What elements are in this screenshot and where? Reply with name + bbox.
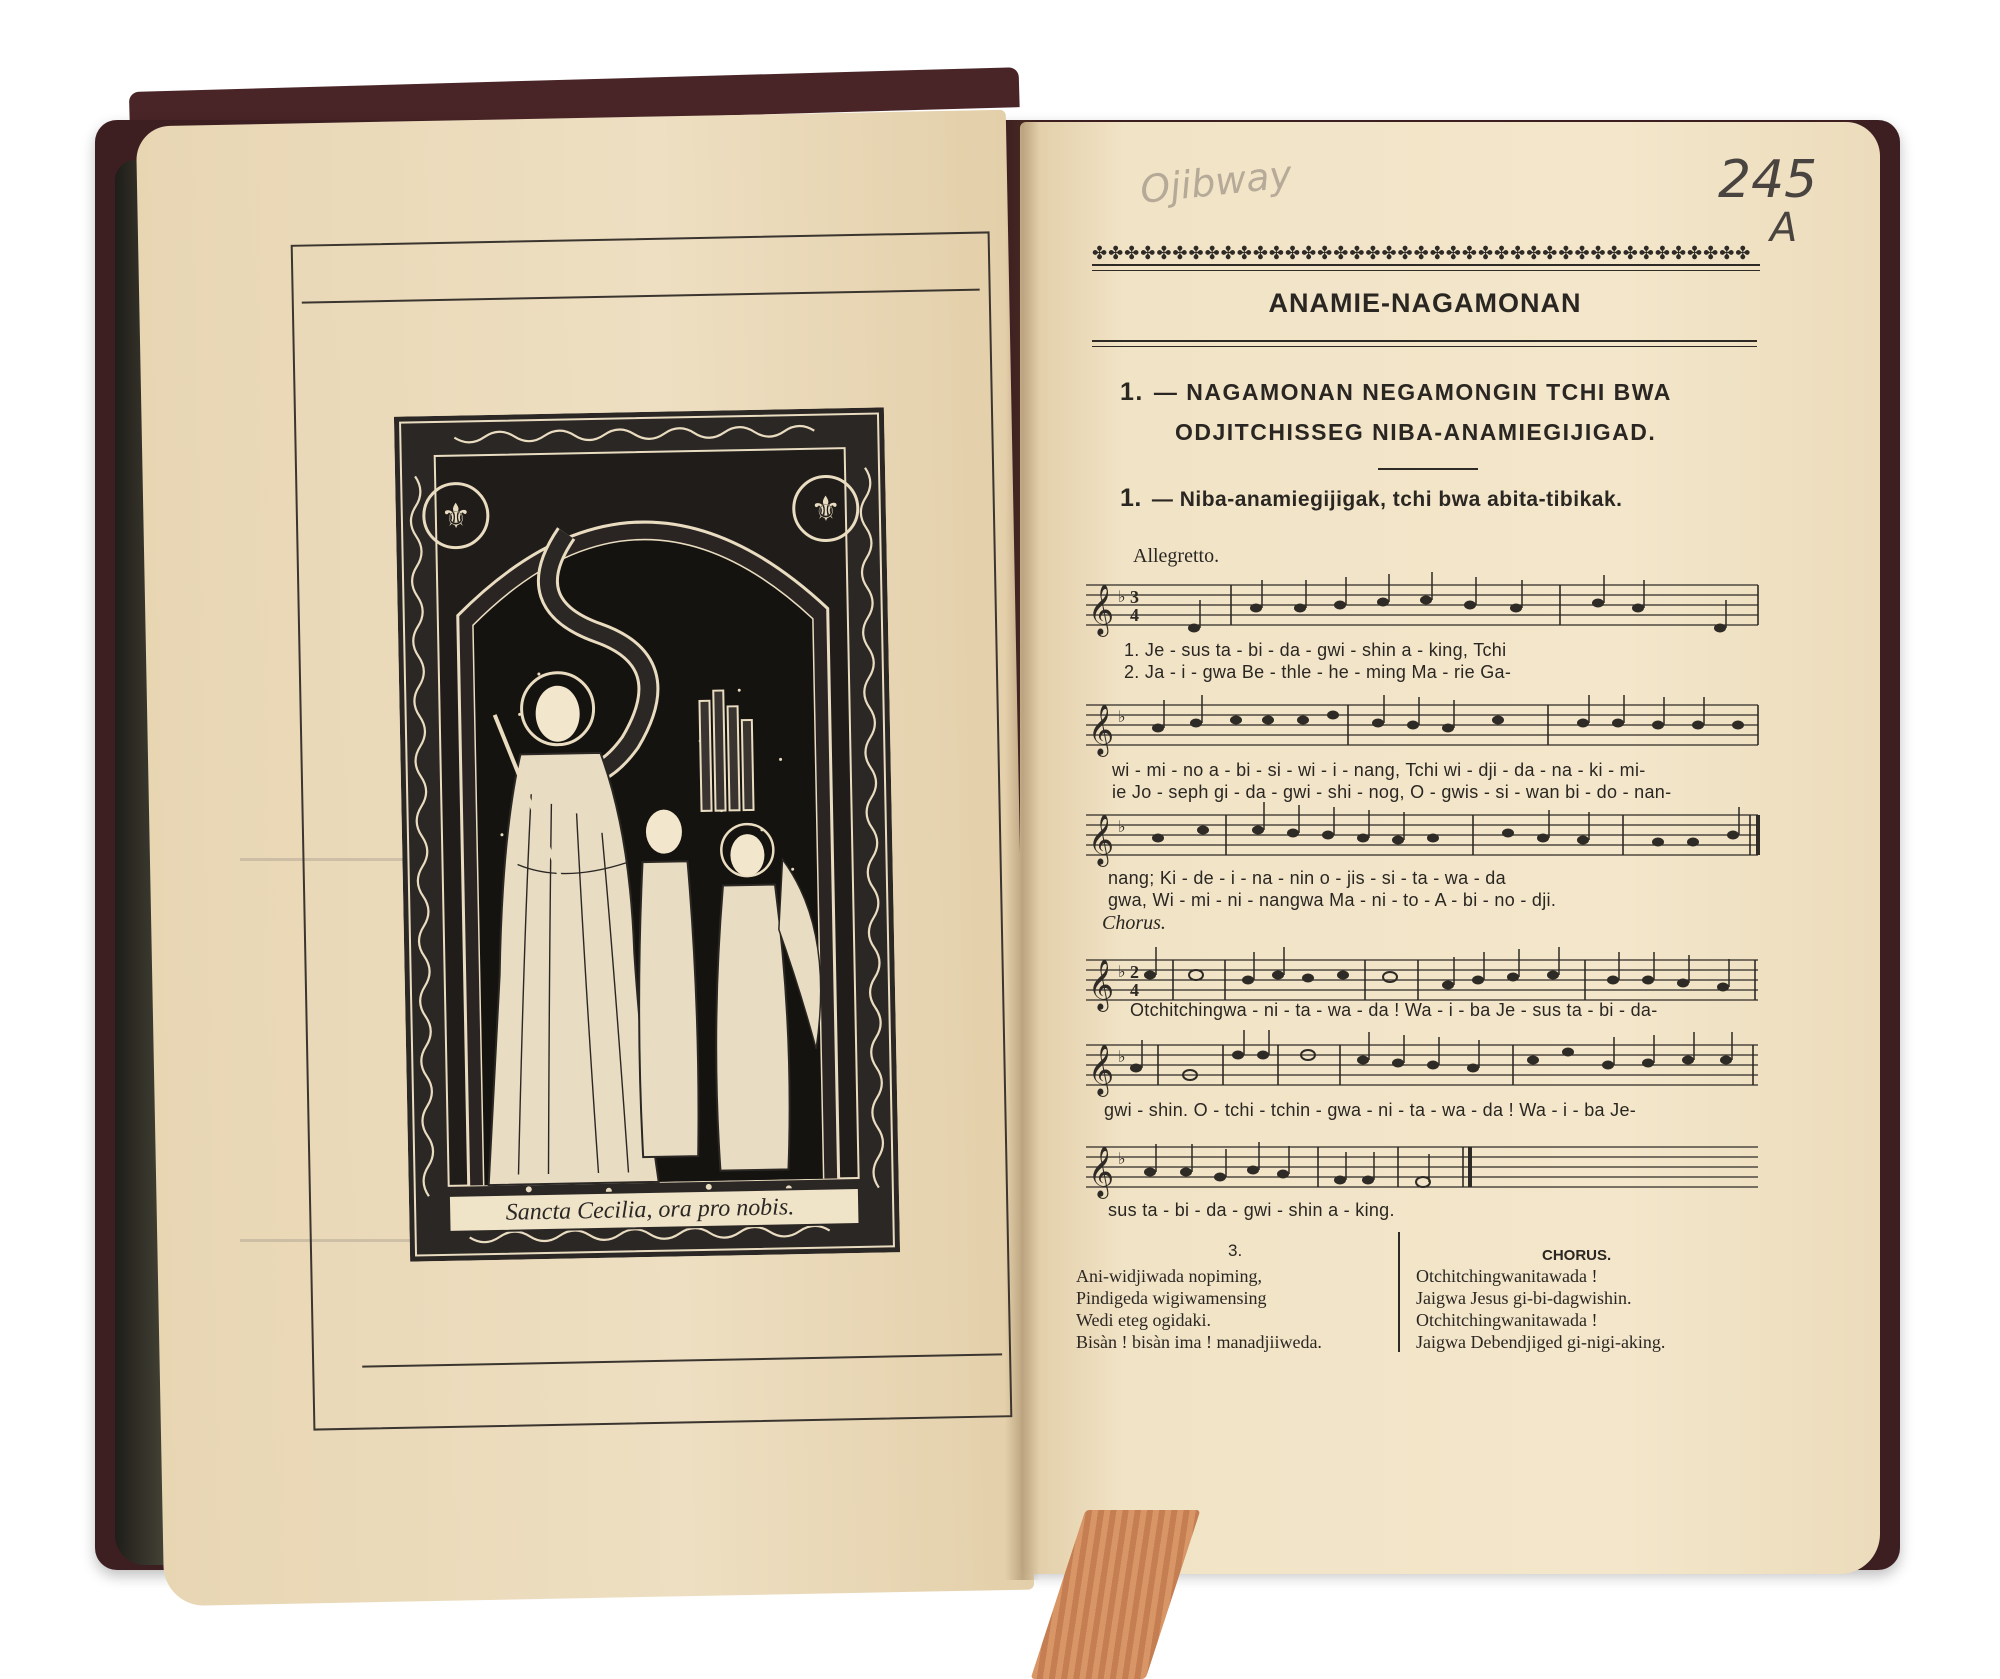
verse-3-line-4: Bisàn ! bisàn ima ! manadjiiweda.: [1076, 1332, 1322, 1352]
ornamental-border: ✤✤✤✤✤✤✤✤✤✤✤✤✤✤✤✤✤✤✤✤✤✤✤✤✤✤✤✤✤✤✤✤✤✤✤✤✤✤✤✤✤: [1092, 243, 1752, 264]
section-line-1: — NAGAMONAN NEGAMONGIN TCHI BWA: [1153, 379, 1672, 405]
lyric-2b: ie Jo - seph gi - da - gwi - shi - nog, O - gwis - si - wan bi - do - nan-: [1112, 782, 1672, 802]
svg-text:♭: ♭: [1118, 707, 1126, 726]
top-rule: [1092, 264, 1760, 266]
chorus-line-4: Jaigwa Debendjiged gi-nigi-aking.: [1416, 1332, 1666, 1352]
staff-3: [1078, 800, 1778, 870]
column-divider: [1398, 1232, 1400, 1352]
lyric-3b: gwa, Wi - mi - ni - nangwa Ma - ni - to - A - bi - no - dji.: [1108, 890, 1557, 910]
svg-text:𝄞: 𝄞: [1088, 704, 1115, 755]
tempo-marking: Allegretto.: [1133, 545, 1220, 567]
chorus-line-2: Jaigwa Jesus gi-bi-dagwishin.: [1416, 1288, 1632, 1308]
hymn-heading: [1120, 484, 1760, 513]
hymn-title: — Niba-anamiegijigak, tchi bwa abita-tibikak.: [1151, 488, 1623, 511]
frame-bottom-rule: [362, 1353, 1002, 1367]
title-rule: [1092, 340, 1757, 342]
svg-text:4: 4: [1130, 980, 1139, 1000]
verse-3-line-3: Wedi eteg ogidaki.: [1076, 1310, 1212, 1330]
section-divider: [1378, 468, 1478, 470]
chorus-text: [1416, 1265, 1665, 1353]
svg-text:𝄞: 𝄞: [1088, 1044, 1115, 1095]
lyric-5: gwi - shin. O - tchi - tchin - gwa - ni - ta - wa - da ! Wa - i - ba Je-: [1104, 1100, 1637, 1120]
staff-6: [1078, 1132, 1778, 1202]
staff-5: [1078, 1030, 1778, 1100]
engraving-caption: Sancta Cecilia, ora pro nobis.: [505, 1194, 795, 1226]
lyric-1b: 2. Ja - i - gwa Be - thle - he - ming Ma - rie Ga-: [1124, 662, 1512, 682]
pencil-number: 245: [1718, 150, 1818, 210]
svg-text:𝄞: 𝄞: [1088, 584, 1115, 635]
svg-text:♭: ♭: [1118, 1149, 1126, 1168]
saint-cecilia-engraving: [394, 407, 900, 1261]
svg-text:𝄞: 𝄞: [1088, 814, 1115, 865]
svg-text:⚜: ⚜: [440, 496, 472, 537]
pencil-letter: A: [1770, 205, 1798, 251]
pencil-note: Ojibway: [1138, 152, 1294, 212]
chorus-line-1: Otchitchingwanitawada !: [1416, 1266, 1598, 1286]
staff-1: [1078, 570, 1778, 640]
chorus-label: Chorus.: [1102, 912, 1166, 934]
title-rule-thin: [1092, 346, 1757, 347]
top-rule-thin: [1092, 270, 1760, 271]
lyric-1a: 1. Je - sus ta - bi - da - gwi - shin a - king, Tchi: [1124, 640, 1507, 660]
chorus-heading: CHORUS.: [1542, 1247, 1612, 1264]
svg-text:♭: ♭: [1118, 587, 1126, 606]
lyric-6: sus ta - bi - da - gwi - shin a - king.: [1108, 1200, 1395, 1220]
section-heading: [1120, 372, 1750, 452]
section-line-2: ODJITCHISSEG NIBA-ANAMIEGIJIGAD.: [1175, 419, 1657, 445]
book-gutter: [1005, 120, 1040, 1580]
svg-text:𝄞: 𝄞: [1088, 959, 1115, 1010]
svg-text:♭: ♭: [1118, 817, 1126, 836]
svg-text:3: 3: [1130, 587, 1139, 607]
page-title: ANAMIE-NAGAMONAN: [1268, 288, 1582, 318]
verse-3-line-2: Pindigeda wigiwamensing: [1076, 1288, 1267, 1308]
verse-3: [1076, 1265, 1322, 1353]
frame-top-rule: [302, 289, 980, 304]
lyric-4: Otchitchingwa - ni - ta - wa - da ! Wa - i - ba Je - sus ta - bi - da-: [1130, 1000, 1658, 1020]
hymn-number: 1.: [1120, 484, 1142, 512]
verse-3-number: 3.: [1228, 1241, 1243, 1260]
lyric-3a: nang; Ki - de - i - na - nin o - jis - si - ta - wa - da: [1108, 868, 1506, 888]
svg-text:⚜: ⚜: [810, 489, 842, 530]
svg-text:♭: ♭: [1118, 962, 1126, 981]
lyric-2a: wi - mi - no a - bi - si - wi - i - nang, Tchi wi - dji - da - na - ki - mi-: [1112, 760, 1646, 780]
svg-text:𝄞: 𝄞: [1088, 1146, 1115, 1197]
section-number: 1.: [1120, 378, 1144, 406]
svg-text:2: 2: [1130, 962, 1139, 982]
chorus-line-3: Otchitchingwanitawada !: [1416, 1310, 1598, 1330]
verse-3-line-1: Ani-widjiwada nopiming,: [1076, 1266, 1262, 1286]
svg-text:4: 4: [1130, 605, 1139, 625]
staff-2: [1078, 690, 1778, 760]
svg-text:♭: ♭: [1118, 1047, 1126, 1066]
